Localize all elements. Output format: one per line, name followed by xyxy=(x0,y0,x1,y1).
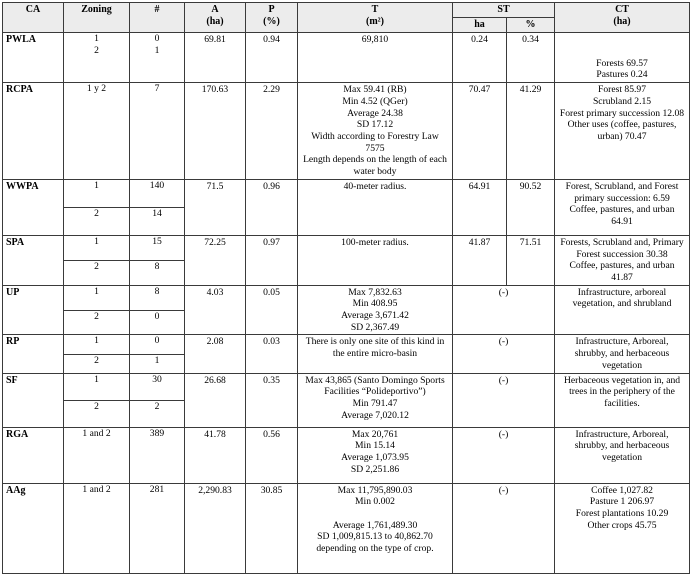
cell-ca: WWPA xyxy=(3,179,64,235)
table-body xyxy=(3,33,690,573)
table-row xyxy=(3,427,690,483)
cell-zoning xyxy=(64,483,130,573)
zoning-value: 1 and 2 xyxy=(82,427,111,439)
cell-pct: 30.85 xyxy=(246,483,298,573)
count-value: 7 xyxy=(154,83,160,95)
header-ct: CT (ha) xyxy=(555,3,690,33)
cell-ct: Herbaceous vegetation in, and trees in the periphery of the facilities. xyxy=(555,373,690,427)
cell-ct: Infrastructure, arboreal vegetation, and shrubland xyxy=(555,285,690,335)
zoning-value: 1 xyxy=(64,374,129,401)
header-count: # xyxy=(130,3,185,33)
zoning-value: 1 xyxy=(94,33,99,45)
header-area: A (ha) xyxy=(185,3,246,33)
cell-count xyxy=(130,483,185,573)
zoning-value: 2 xyxy=(94,310,99,322)
cell-st-ha: 64.91 xyxy=(453,179,507,235)
table-row xyxy=(3,235,690,285)
cell-pct: 0.35 xyxy=(246,373,298,427)
zoning-value: 2 xyxy=(94,260,99,272)
cell-ct: Coffee 1,027.82 Pasture 1 206.97 Forest plantations 10.29 Other crops 45.75 xyxy=(555,483,690,573)
cell-pct: 0.97 xyxy=(246,235,298,285)
count-value: 0 xyxy=(130,335,184,354)
cell-st: (-) xyxy=(453,427,555,483)
cell-pct: 0.94 xyxy=(246,33,298,83)
cell-ca: RCPA xyxy=(3,83,64,180)
cell-count xyxy=(130,235,185,285)
cell-t: There is only one site of this kind in the entire micro-basin xyxy=(298,335,453,373)
cell-pct: 2.29 xyxy=(246,83,298,180)
zoning-value: 2 xyxy=(94,354,99,366)
cell-zoning xyxy=(64,285,130,335)
count-value: 2 xyxy=(154,400,160,412)
cell-st: (-) xyxy=(453,335,555,373)
count-value: 1 xyxy=(154,45,160,57)
cell-area: 41.78 xyxy=(185,427,246,483)
header-ca: CA xyxy=(3,3,64,33)
table-row xyxy=(3,285,690,335)
zoning-value: 1 y 2 xyxy=(86,83,107,95)
cell-ca: PWLA xyxy=(3,33,64,83)
cell-ct: Forests, Scrubland and, Primary Forest succession 30.38 Coffee, pastures, and urban 41.87 xyxy=(555,235,690,285)
table-row xyxy=(3,483,690,573)
cell-zoning xyxy=(64,373,130,427)
header-zoning: Zoning xyxy=(64,3,130,33)
cell-pct: 0.96 xyxy=(246,179,298,235)
zoning-value: 1 xyxy=(64,286,129,311)
cell-count xyxy=(130,83,185,180)
count-value: 14 xyxy=(152,207,162,219)
cell-area: 170.63 xyxy=(185,83,246,180)
table-row xyxy=(3,335,690,373)
zoning-value: 2 xyxy=(94,207,99,219)
count-value: 8 xyxy=(154,260,160,272)
cell-st: (-) xyxy=(453,285,555,335)
cell-t: 40-meter radius. xyxy=(298,179,453,235)
cell-zoning xyxy=(64,33,130,83)
cell-st: (-) xyxy=(453,373,555,427)
cell-st-pct: 0.34 xyxy=(507,33,555,83)
cell-t: Max 11,795,890.03 Min 0.002 Average 1,761,489.30 SD 1,009,815.13 to 40,862.70 depending on the type of crop. xyxy=(298,483,453,573)
cell-ct: Infrastructure, Arboreal, shrubby, and herbaceous vegetation xyxy=(555,427,690,483)
cell-ct: Forests 69.57 Pastures 0.24 xyxy=(555,33,690,83)
cell-t: Max 20,761 Min 15.14 Average 1,073.95 SD 2,251.86 xyxy=(298,427,453,483)
cell-st-pct: 90.52 xyxy=(507,179,555,235)
zoning-value: 2 xyxy=(94,400,99,412)
cell-t: Max 59.41 (RB) Min 4.52 (QGer) Average 24.38 SD 17.12 Width according to Forestry Law 7575 Length depends on the length of each water body xyxy=(298,83,453,180)
cell-area: 2.08 xyxy=(185,335,246,373)
cell-area: 2,290.83 xyxy=(185,483,246,573)
count-value: 140 xyxy=(130,180,184,208)
count-value: 1 xyxy=(154,354,160,366)
count-value: 389 xyxy=(149,427,165,439)
cell-ca: RGA xyxy=(3,427,64,483)
cell-ct: Forest, Scrubland, and Forest primary succession: 6.59 Coffee, pastures, and urban 64.91 xyxy=(555,179,690,235)
count-value: 0 xyxy=(154,33,160,45)
cell-t: Max 7,832.63 Min 408.95 Average 3,671.42 SD 2,367.49 xyxy=(298,285,453,335)
cell-area: 4.03 xyxy=(185,285,246,335)
cell-area: 72.25 xyxy=(185,235,246,285)
cell-zoning xyxy=(64,179,130,235)
cell-count xyxy=(130,285,185,335)
zoning-value: 1 xyxy=(64,236,129,261)
table-row xyxy=(3,179,690,235)
cell-ca: SF xyxy=(3,373,64,427)
header-st: ST xyxy=(453,3,555,18)
cell-count xyxy=(130,373,185,427)
cell-zoning xyxy=(64,235,130,285)
cell-t: 69,810 xyxy=(298,33,453,83)
cell-count xyxy=(130,335,185,373)
cell-count xyxy=(130,179,185,235)
count-value: 0 xyxy=(154,310,160,322)
table-row xyxy=(3,33,690,83)
cell-zoning xyxy=(64,427,130,483)
data-table xyxy=(2,2,690,574)
count-value: 8 xyxy=(130,286,184,311)
header-st-ha: ha xyxy=(453,18,507,33)
cell-ca: RP xyxy=(3,335,64,373)
table-row xyxy=(3,373,690,427)
cell-st: (-) xyxy=(453,483,555,573)
cell-area: 71.5 xyxy=(185,179,246,235)
cell-st-ha: 41.87 xyxy=(453,235,507,285)
zoning-value: 1 and 2 xyxy=(82,483,111,495)
count-value: 30 xyxy=(130,374,184,401)
zoning-value: 2 xyxy=(94,45,99,57)
cell-ct: Infrastructure, Arboreal, shrubby, and herbaceous vegetation xyxy=(555,335,690,373)
header-st-pct: % xyxy=(507,18,555,33)
cell-ca: AAg xyxy=(3,483,64,573)
cell-st-ha: 70.47 xyxy=(453,83,507,180)
zoning-value: 1 xyxy=(64,335,129,354)
header-t: T (m²) xyxy=(298,3,453,33)
zoning-value: 1 xyxy=(64,180,129,208)
count-value: 15 xyxy=(130,236,184,261)
header-pct: P (%) xyxy=(246,3,298,33)
cell-zoning xyxy=(64,335,130,373)
cell-count xyxy=(130,33,185,83)
table-header xyxy=(3,3,690,33)
cell-ct: Forest 85.97 Scrubland 2.15 Forest primary succession 12.08 Other uses (coffee, pastures, urban) 70.47 xyxy=(555,83,690,180)
cell-count xyxy=(130,427,185,483)
cell-t: Max 43,865 (Santo Domingo Sports Facilities “Polideportivo”) Min 791.47 Average 7,020.12 xyxy=(298,373,453,427)
cell-pct: 0.03 xyxy=(246,335,298,373)
cell-ca: UP xyxy=(3,285,64,335)
cell-ca: SPA xyxy=(3,235,64,285)
cell-t: 100-meter radius. xyxy=(298,235,453,285)
cell-area: 69.81 xyxy=(185,33,246,83)
cell-st-pct: 41.29 xyxy=(507,83,555,180)
cell-pct: 0.05 xyxy=(246,285,298,335)
cell-st-ha: 0.24 xyxy=(453,33,507,83)
cell-pct: 0.56 xyxy=(246,427,298,483)
count-value: 281 xyxy=(149,483,165,495)
cell-zoning xyxy=(64,83,130,180)
cell-st-pct: 71.51 xyxy=(507,235,555,285)
cell-area: 26.68 xyxy=(185,373,246,427)
table-row xyxy=(3,83,690,180)
